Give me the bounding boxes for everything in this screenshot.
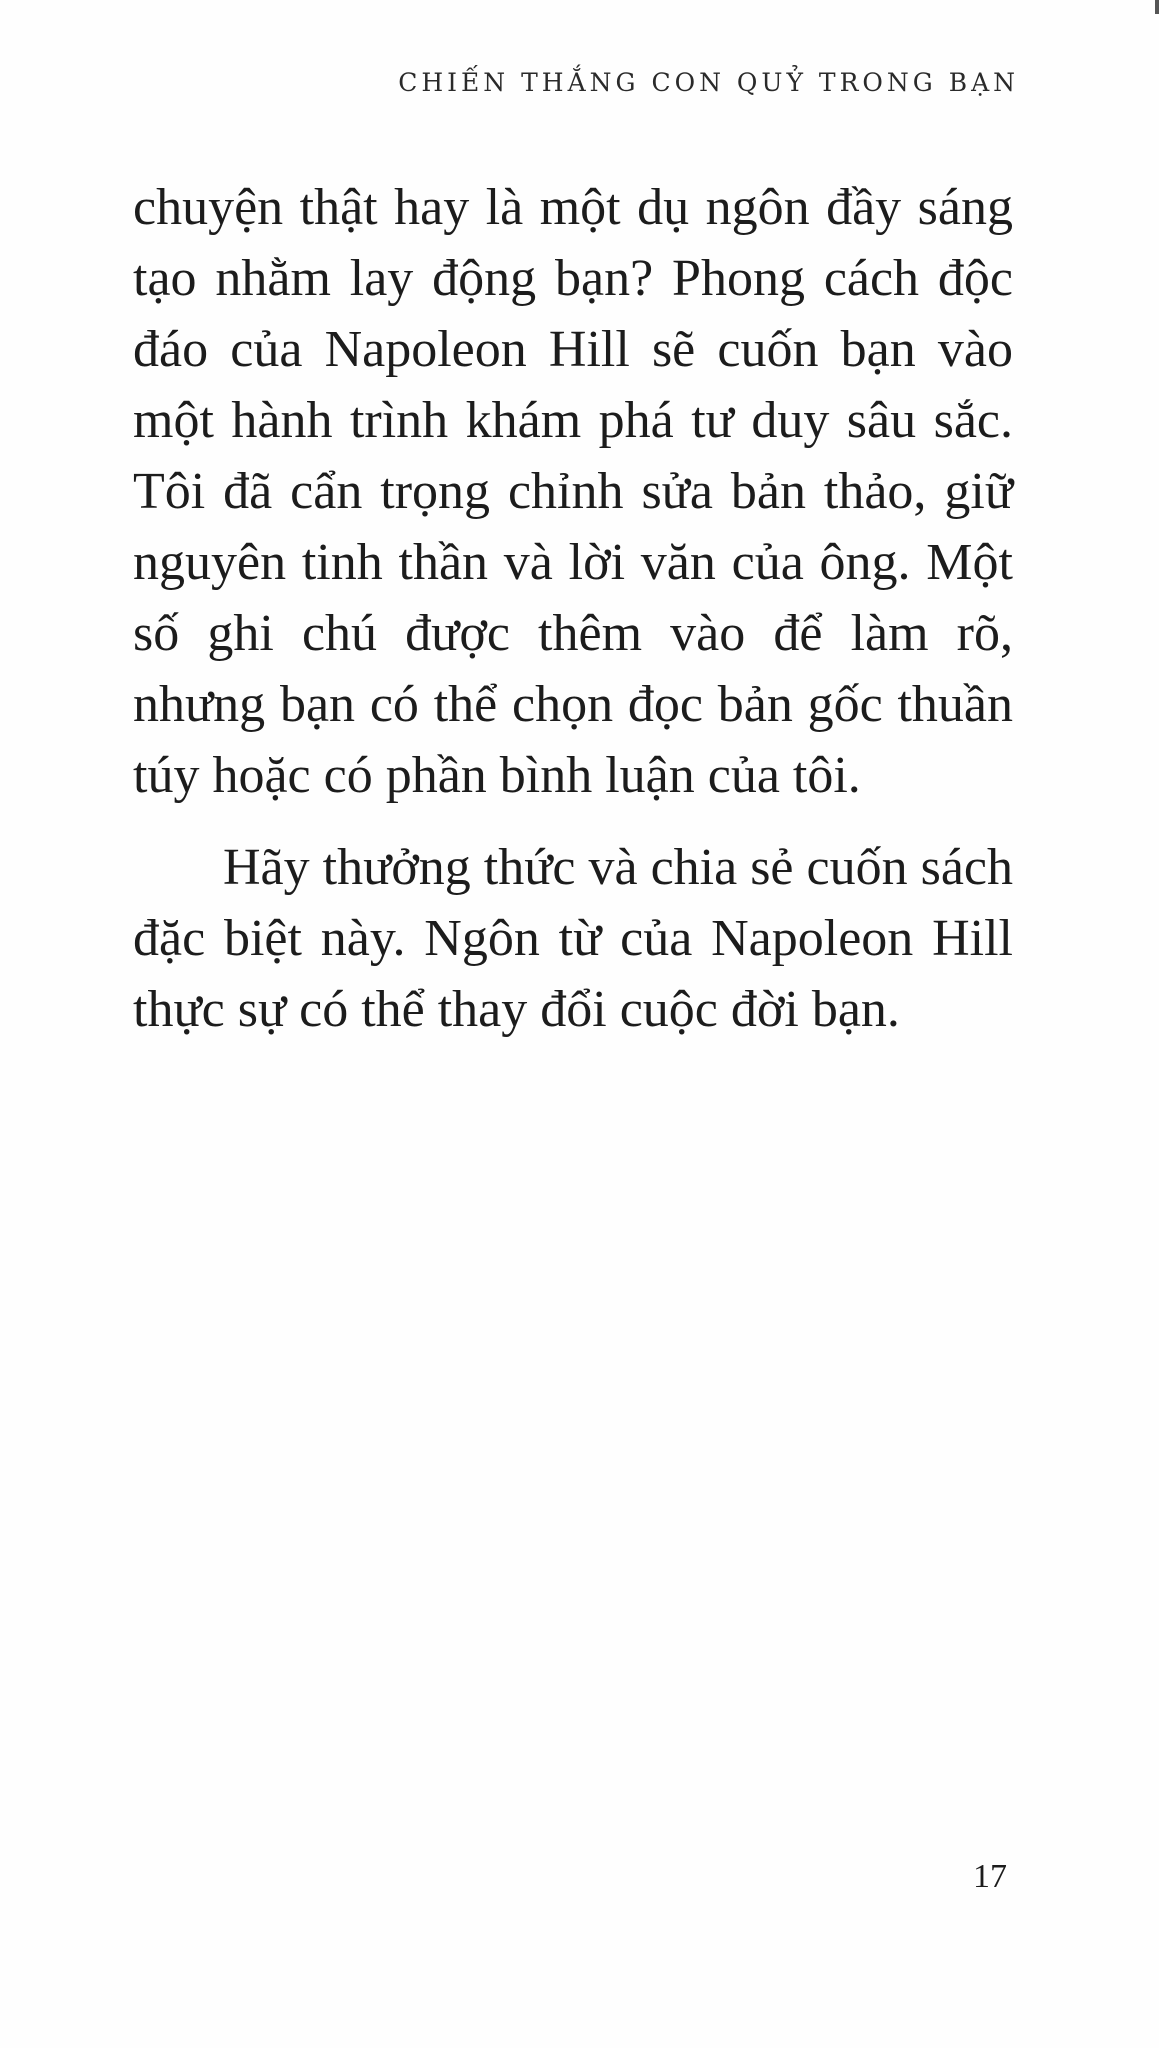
paragraph-1: chuyện thật hay là một dụ ngôn đầy sáng tạo nhằm lay động bạn? Phong cách độc đáo của Napoleon Hill sẽ cuốn bạn vào một hành trình khám phá tư duy sâu sắc. Tôi đã cẩn trọng chỉnh sửa bản thảo, giữ nguyên tinh thần và lời văn của ông. Một số ghi chú được thêm vào để làm rõ, nhưng bạn có thể chọn đọc bản gốc thuần túy hoặc có phần bình luận của tôi. xyxy=(133,179,1013,804)
scan-edge-mark xyxy=(1155,0,1159,14)
running-header-title: CHIẾN THẮNG CON QUỶ TRONG BẠN xyxy=(398,68,1019,97)
body-text xyxy=(133,172,1013,1045)
paragraph-2: Hãy thưởng thức và chia sẻ cuốn sách đặc biệt này. Ngôn từ của Napoleon Hill thực sự có thể thay đổi cuộc đời bạn. xyxy=(133,839,1013,1038)
page-number: 17 xyxy=(973,1858,1007,1895)
